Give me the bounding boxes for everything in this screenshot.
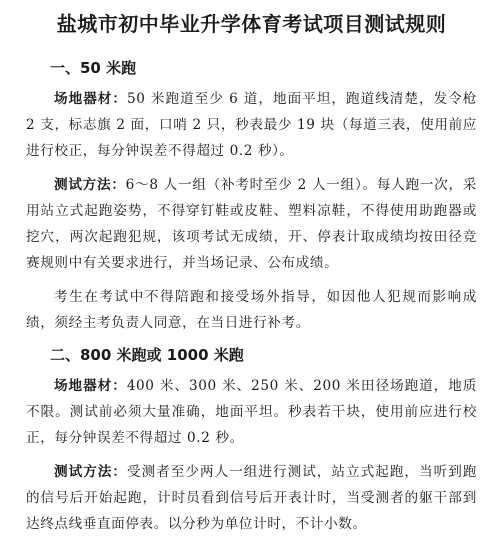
paragraph-50m-note: 考生在考试中不得陪跑和接受场外指导，如因他人犯规而影响成绩，须经主考负责人同意，在当日进行补考。 bbox=[26, 289, 477, 331]
text-method-50m: 6～8 人一组（补考时至少 2 人一组）。每人跑一次，采用站立式起跑姿势，不得穿钉鞋或皮鞋、塑料凉鞋，不得使用助跑器或挖穴，两次起跑犯规，该项考试无成绩，开、停表计取成绩均按田径竞赛规则中有关要求进行，并当场记录、公布成绩。 bbox=[26, 177, 477, 271]
paragraph-50m-method bbox=[26, 172, 477, 276]
section-heading-800m: 二、800 米跑或 1000 米跑 bbox=[50, 346, 244, 364]
text-venue-50m: 50 米跑道至少 6 道，地面平坦，跑道线清楚，发令枪 2 支，标志旗 2 面，口哨 2 只，秒表最少 19 块（每道三表，使用前应进行校正，每分钟误差不得超过 0.2 秒）。 bbox=[26, 91, 477, 159]
paragraph-800m-method bbox=[26, 459, 477, 537]
document-title: 盐城市初中毕业升学体育考试项目测试规则 bbox=[56, 12, 447, 36]
label-venue-800m: 场地器材： bbox=[54, 378, 127, 394]
text-method-800m: 受测者至少两人一组进行测试，站立式起跑，当听到跑的信号后开始起跑，计时员看到信号后开表计时，当受测者的躯干部到达终点线垂直面停表。以分秒为单位计时，不计小数。 bbox=[26, 464, 477, 532]
label-method-50m: 测试方法： bbox=[54, 177, 126, 193]
section-heading-50m: 一、50 米跑 bbox=[50, 59, 137, 77]
paragraph-800m-venue bbox=[26, 373, 477, 451]
text-venue-800m: 400 米、300 米、250 米、200 米田径场跑道，地质不限。测试前必须大量准确，地面平坦。秒表若干块，使用前应进行校正，每分钟误差不得超过 0.2 秒。 bbox=[26, 378, 478, 446]
paragraph-50m-venue bbox=[26, 86, 477, 164]
label-venue-50m: 场地器材： bbox=[54, 91, 128, 107]
label-method-800m: 测试方法： bbox=[54, 464, 127, 480]
